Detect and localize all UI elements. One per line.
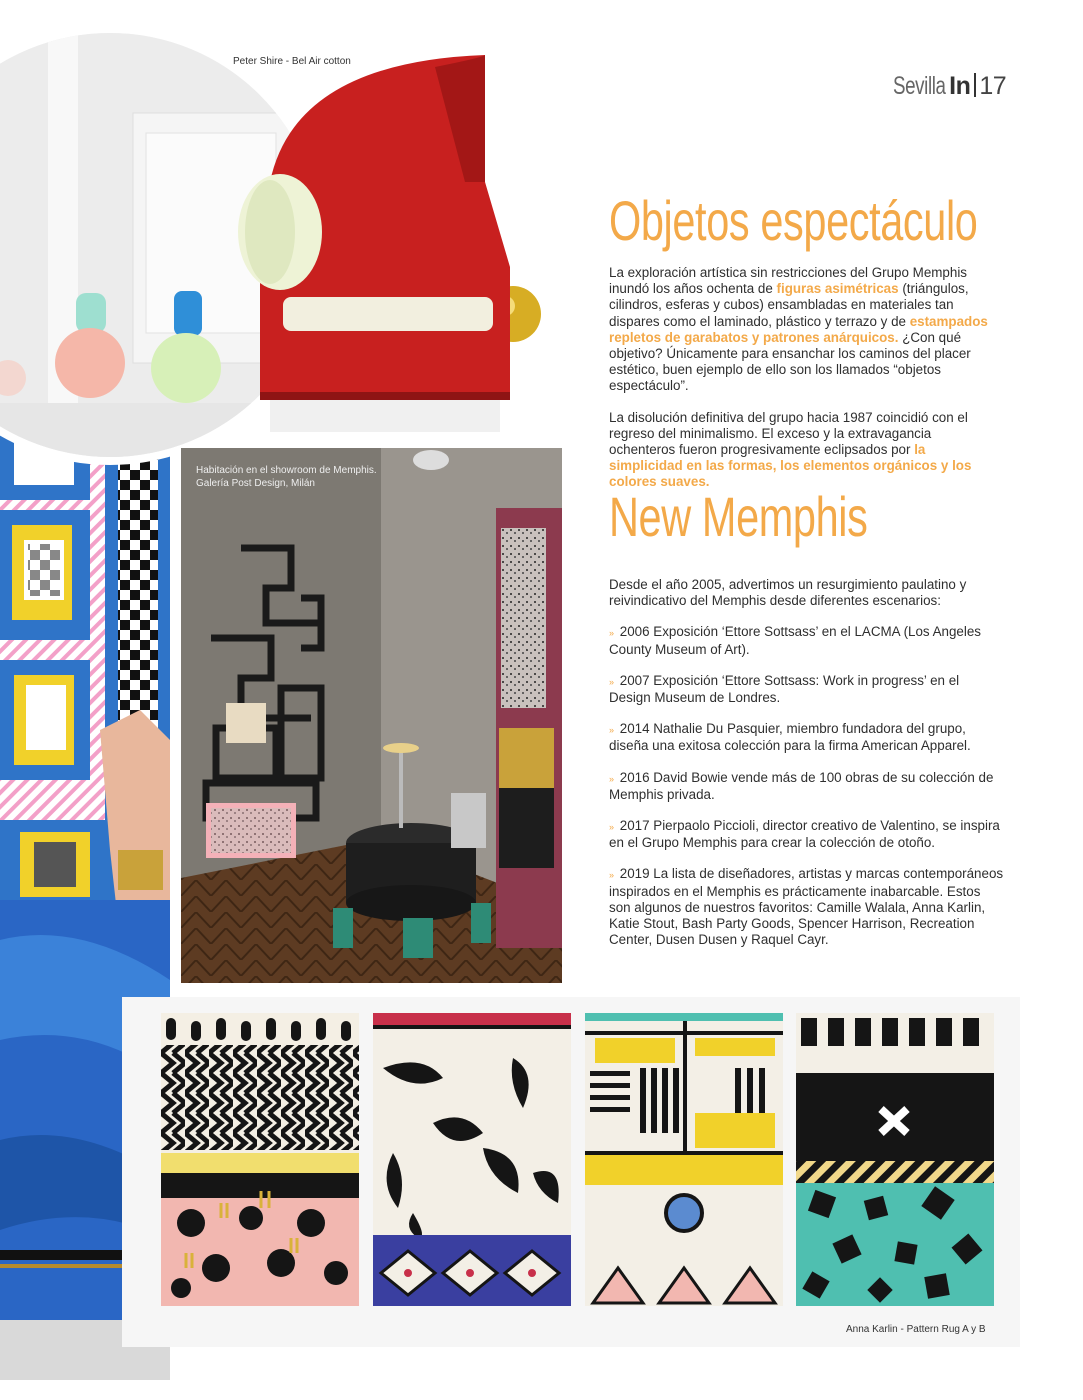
section1-body xyxy=(609,265,999,506)
rug-image-2 xyxy=(373,1013,571,1306)
section-title-new-memphis: New Memphis xyxy=(609,485,868,548)
section-title-objetos: Objetos espectáculo xyxy=(609,189,978,252)
showroom-image xyxy=(181,448,562,983)
section2-intro: Desde el año 2005, advertimos un resurgimiento paulatino y reivindicativo del Memphis desde diferentes escenarios: xyxy=(609,577,967,609)
bullet-glyph: » xyxy=(609,725,615,736)
timeline-item: » 2006 Exposición ‘Ettore Sottsass’ en el LACMA (Los Angeles County Museum of Art). xyxy=(609,624,982,657)
page-number: 17 xyxy=(979,72,1007,100)
bullet-glyph: » xyxy=(609,628,615,639)
rug-image-1 xyxy=(161,1013,359,1306)
section1-paragraph-1: La exploración artística sin restricciones del Grupo Memphis inundó los años ochenta de figuras asimétricas (triángulos, cilindros, esferas y cubos) ensambladas en materiales tan dispares como el laminado, plástico y terrazo y de estampados repletos de garabatos y patrones anárquicos. ¿Con qué objetivo? Únicamente para ensanchar los caminos del placer estético, buen ejemplo de ello son los llamados “objetos espectáculo”. xyxy=(609,265,988,394)
timeline-item: » 2007 Exposición ‘Ettore Sottsass: Work in progress’ en el Design Museum de Londres. xyxy=(609,672,960,706)
bullet-glyph: » xyxy=(609,773,615,784)
bullet-glyph: » xyxy=(609,676,615,687)
bel-air-chair-image xyxy=(235,52,545,437)
timeline-item: » 2016 David Bowie vende más de 100 obras de su colección de Memphis privada. xyxy=(609,769,994,802)
highlight-estampados: estampados repletos de garabatos y patrones anárquicos. xyxy=(609,313,988,345)
page-header xyxy=(893,72,1006,101)
showroom-caption xyxy=(196,464,377,490)
chair-caption: Peter Shire - Bel Air cotton xyxy=(233,56,351,67)
showroom-caption-line1: Habitación en el showroom de Memphis. xyxy=(196,465,377,476)
highlight-figuras: figuras asimétricas xyxy=(776,281,899,297)
masthead-divider xyxy=(974,73,976,97)
timeline-item: » 2019 La lista de diseñadores, artistas y marcas contemporáneos inspirados en el Memphis es prácticamente inabarcable. Estos son algunos de nuestros favoritos: Camille Walala, Anna Karlin, Katie Stout, Bash Party Goods, Spencer Harrison, Recreation Center, Dusen Dusen y Raquel Cayr. xyxy=(609,866,1004,948)
rug-image-4 xyxy=(796,1013,994,1306)
section1-paragraph-2: La disolución definitiva del grupo hacia 1987 coincidió con el regreso del minimalismo. El exceso y la extravagancia ochenteros fueron progresivamente eclipsados por la simplicidad en las formas, los elementos orgánicos y los colores suaves. xyxy=(609,409,972,490)
showroom-photo xyxy=(181,448,562,983)
masthead-brand: In xyxy=(949,72,971,100)
showroom-caption-line2: Galería Post Design, Milán xyxy=(196,478,315,489)
timeline-item: » 2014 Nathalie Du Pasquier, miembro fundadora del grupo, diseña una exitosa colección para la firma American Apparel. xyxy=(609,721,971,754)
section2-body xyxy=(609,577,1004,963)
masthead-city: Sevilla xyxy=(893,72,946,100)
bullet-glyph: » xyxy=(609,870,615,881)
rug-image-3 xyxy=(585,1013,783,1306)
timeline-item: » 2017 Pierpaolo Piccioli, director creativo de Valentino, se inspira en el Grupo Memphis para crear la colección de otoño. xyxy=(609,818,1000,851)
rugs-caption: Anna Karlin - Pattern Rug A y B xyxy=(846,1324,986,1335)
bullet-glyph: » xyxy=(609,822,615,833)
highlight-simplicidad: la simplicidad en las formas, los elementos orgánicos y los colores suaves. xyxy=(609,442,972,490)
